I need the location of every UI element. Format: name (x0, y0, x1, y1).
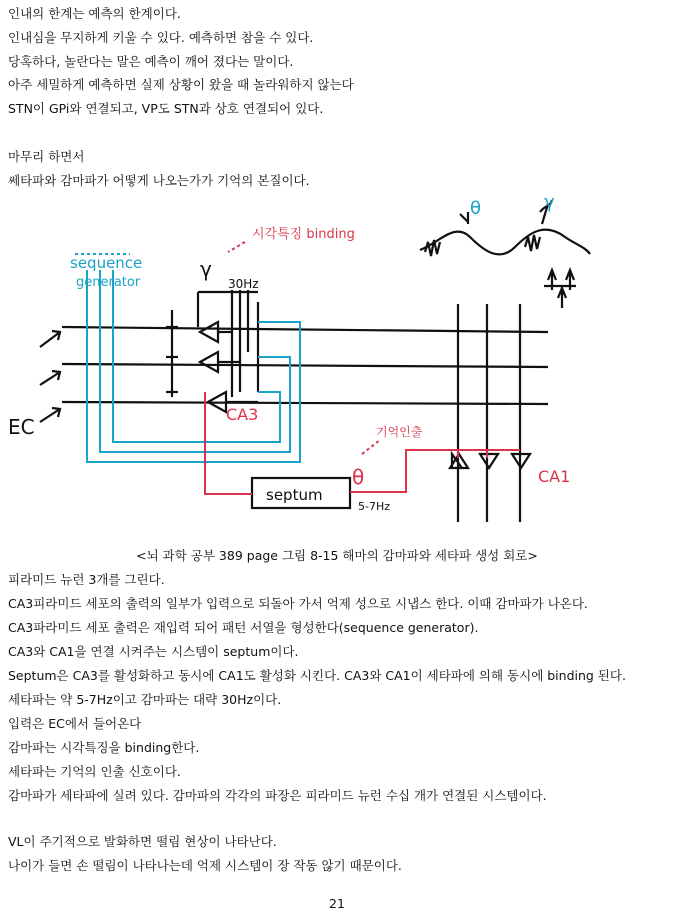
binding-note: 시각특징 binding (252, 227, 355, 242)
text-line: 감마파는 시각특징을 binding한다. (8, 740, 200, 755)
text-line: 마무리 하면서 (8, 149, 85, 164)
text-line: 세타파는 약 5-7Hz이고 감마파는 대략 30Hz이다. (8, 692, 282, 707)
text-line: 인내의 한계는 예측의 한계이다. (8, 6, 181, 21)
ca1-label: CA1 (538, 467, 571, 486)
text-line: Septum은 CA3를 활성화하고 동시에 CA1도 활성화 시킨다. CA3와 CA1이 세타파에 의해 동시에 binding 된다. (8, 668, 626, 683)
gamma-symbol: γ (200, 257, 212, 281)
text-line: 아주 세밀하게 예측하면 실제 상황이 왔을 때 놀라워하지 않는다 (8, 77, 354, 92)
ec-label: EC (8, 415, 35, 439)
hippocampus-circuit-diagram (0, 192, 674, 537)
memory-retrieval-note: 기억인출 (376, 425, 423, 439)
theta-symbol: θ (352, 465, 365, 489)
text-line: 피라미드 뉴런 3개를 그린다. (8, 572, 165, 587)
ca3-label: CA3 (226, 405, 259, 424)
text-line: 나이가 들면 손 떨림이 나타나는데 억제 시스템이 장 작동 않기 때문이다. (8, 858, 402, 873)
text-line: 인내심을 무지하게 키울 수 있다. 예측하면 참을 수 있다. (8, 30, 314, 45)
wave-gamma-label: γ (544, 192, 555, 213)
text-line: VL이 주기적으로 발화하면 떨림 현상이 나타난다. (8, 834, 277, 849)
wave-theta-label: θ (470, 198, 482, 219)
text-line: 감마파가 세타파에 실려 있다. 감마파의 각각의 파장은 피라미드 뉴런 수십 개가 연결된 시스템이다. (8, 788, 547, 803)
sequence-label: sequence (70, 254, 143, 272)
text-line: STN이 GPi와 연결되고, VP도 STN과 상호 연결되어 있다. (8, 101, 324, 116)
gamma-frequency: 30Hz (228, 277, 259, 291)
text-line: 쎄타파와 감마파가 어떻게 나오는가가 기억의 본질이다. (8, 173, 310, 188)
text-line: CA3와 CA1을 연결 시켜주는 시스템이 septum이다. (8, 644, 299, 659)
generator-label: generator (76, 275, 141, 290)
figure-caption: <뇌 과학 공부 389 page 그림 8-15 해마의 감마파와 세타파 생성 회로> (136, 548, 538, 563)
page-number: 21 (329, 896, 345, 911)
text-line: CA3피라미드 세포의 출력의 일부가 입력으로 되돌아 가서 억제 성으로 시냅스 한다. 이때 감마파가 나온다. (8, 596, 588, 611)
text-line: 당혹하다, 놀란다는 말은 예측이 깨어 졌다는 말이다. (8, 54, 294, 69)
theta-frequency: 5-7Hz (358, 500, 391, 513)
text-line: 세타파는 기억의 인출 신호이다. (8, 764, 181, 779)
pathway-lines (40, 200, 590, 522)
text-line: CA3파라미드 세포 출력은 재입력 되어 패턴 서열을 형성한다(sequence generator). (8, 620, 479, 635)
septum-label: septum (266, 486, 323, 504)
text-line: 입력은 EC에서 들어온다 (8, 716, 142, 731)
